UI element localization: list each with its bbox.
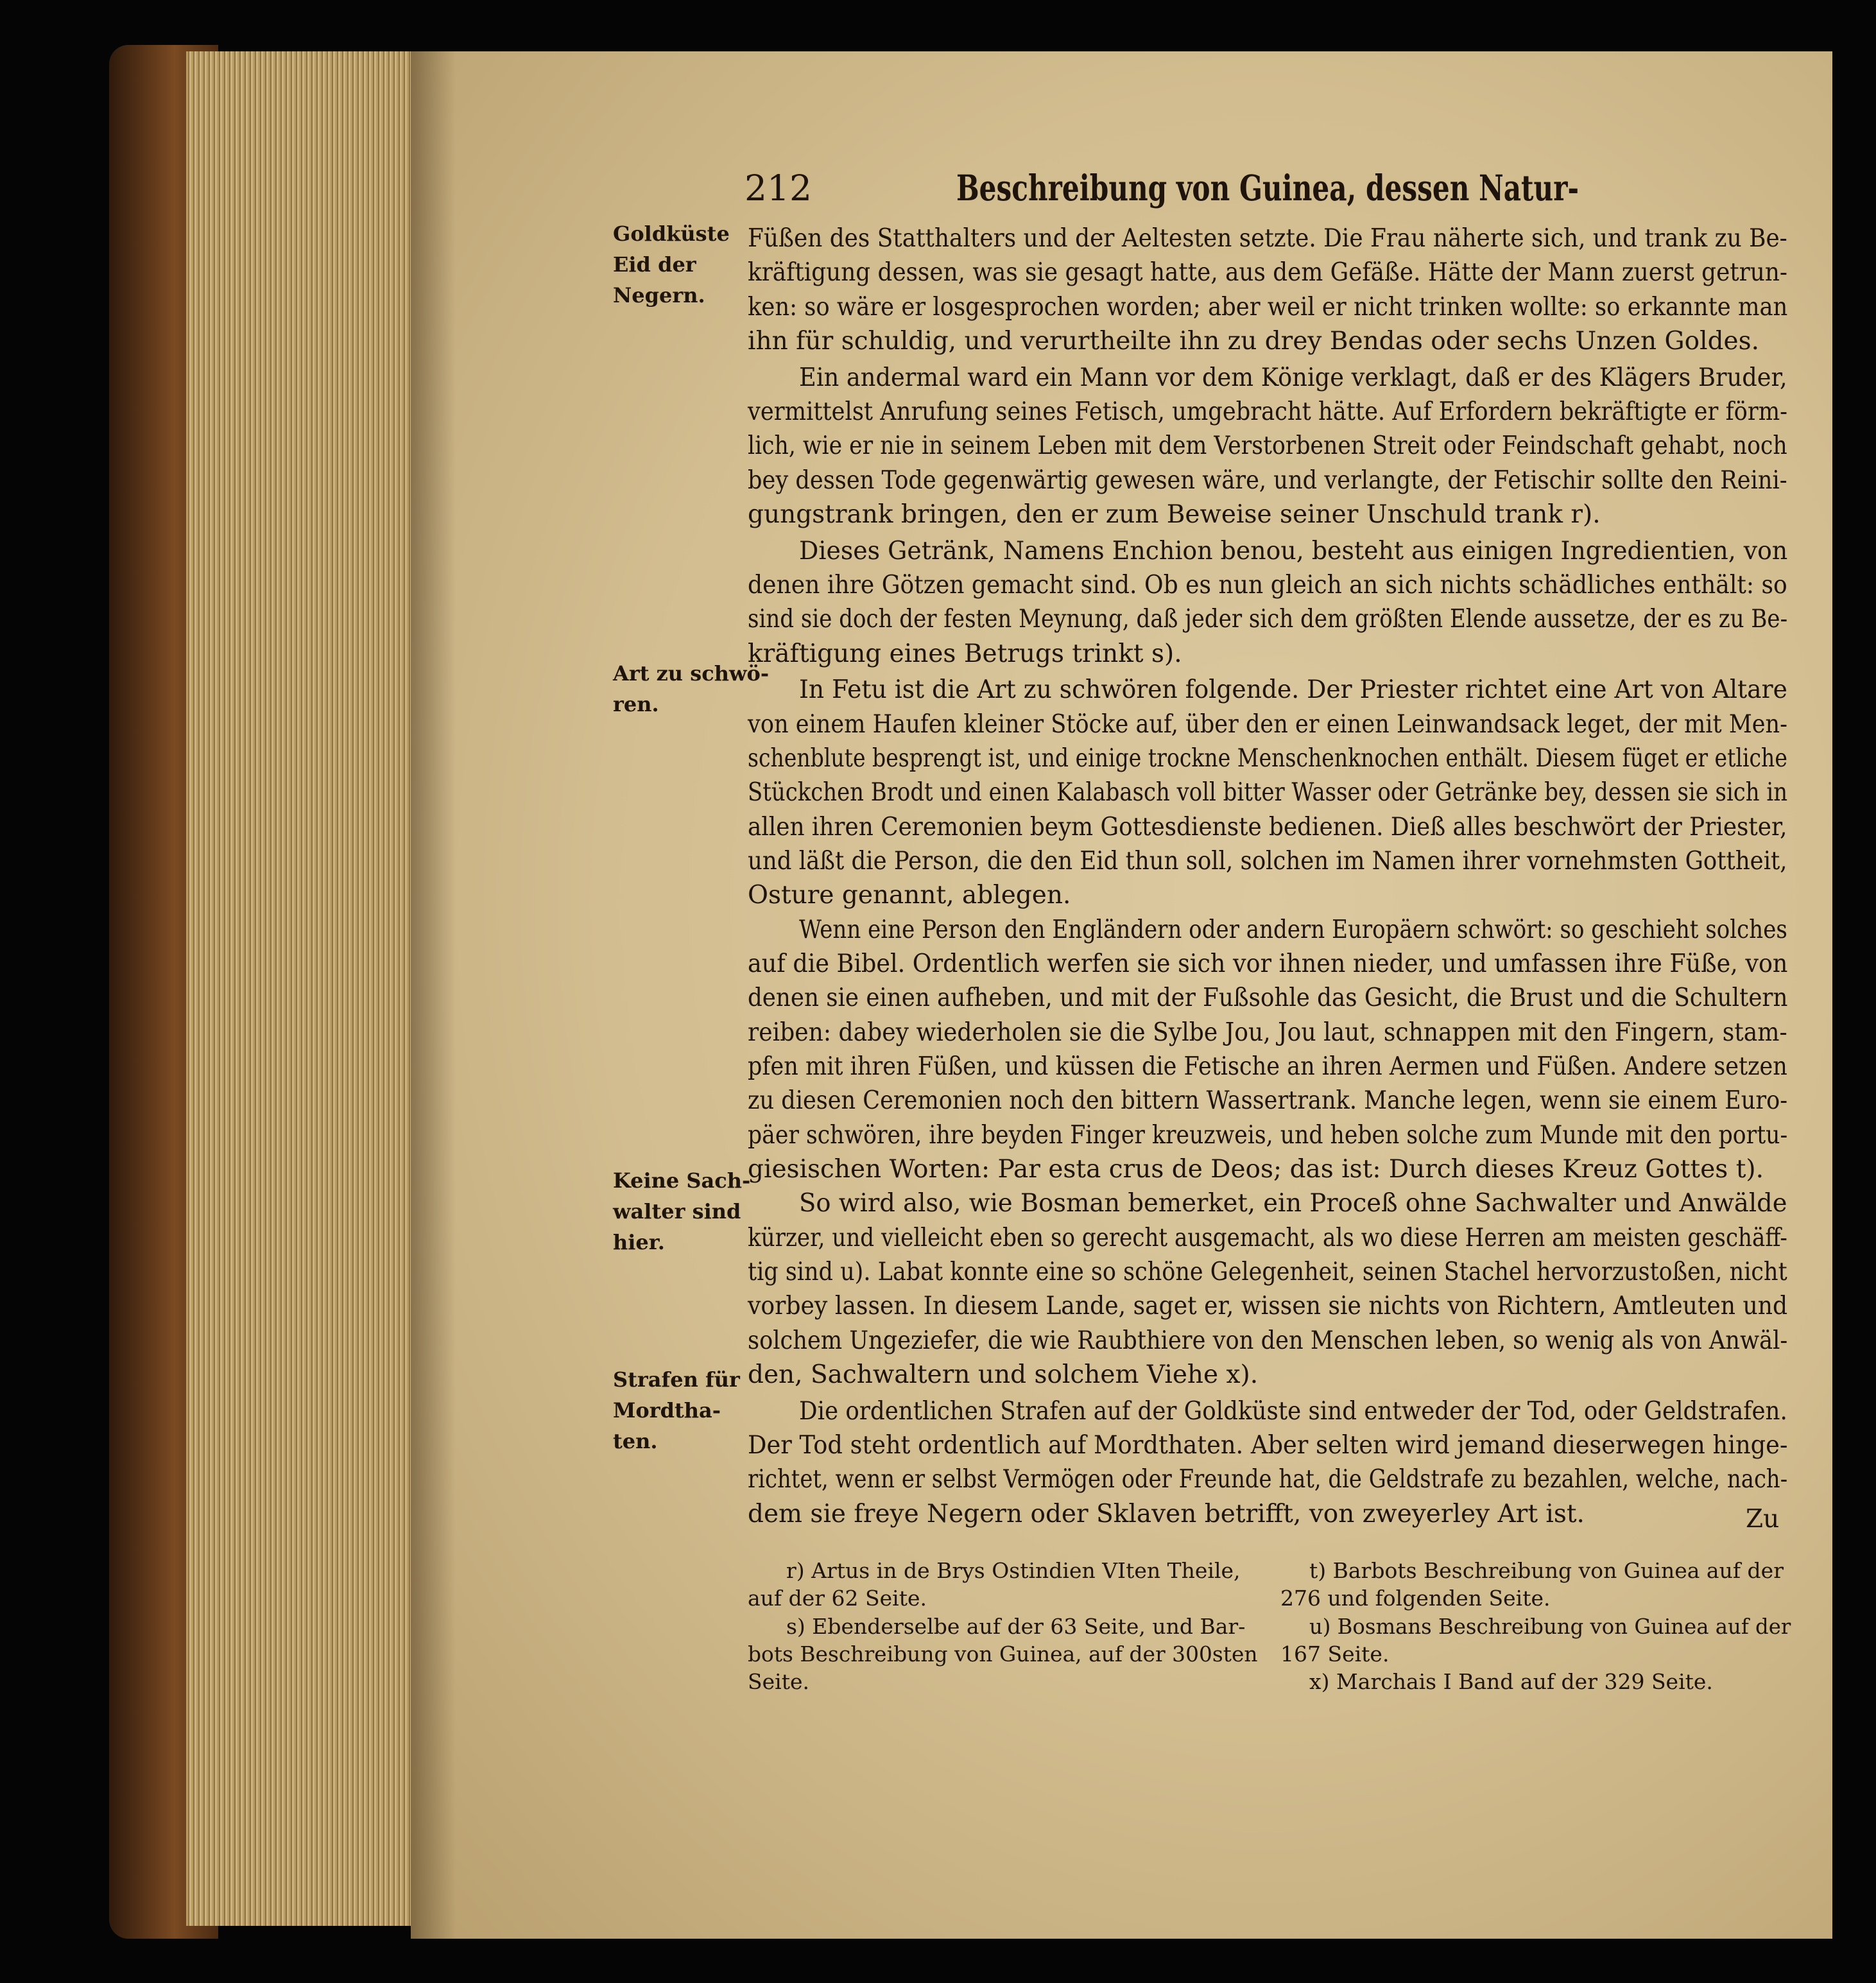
- margin-note-line: Art zu schwö-: [613, 661, 770, 686]
- body-line: So wird also, wie Bosman bemerket, ein Proceß ohne Sachwalter und Anwälde: [799, 1189, 1787, 1218]
- body-line: denen sie einen aufheben, und mit der Fußsohle das Gesicht, die Brust und die Schultern: [748, 983, 1788, 1012]
- body-line: und läßt die Person, die den Eid thun soll, solchen im Namen ihrer vornehmsten Gottheit,: [748, 847, 1787, 876]
- margin-note-line: hier.: [613, 1230, 665, 1254]
- body-line: kürzer, und vielleicht eben so gerecht ausgemacht, als wo diese Herren am meisten geschäff-: [748, 1224, 1787, 1252]
- body-line: Füßen des Statthalters und der Aeltesten setzte. Die Frau näherte sich, und trank zu Be-: [748, 224, 1787, 253]
- page-number: 212: [744, 168, 812, 209]
- body-line: In Fetu ist die Art zu schwören folgende. Der Priester richtet eine Art von Altare: [799, 675, 1787, 704]
- margin-note-line: Strafen für: [613, 1367, 740, 1392]
- footnote-line: 276 und folgenden Seite.: [1280, 1586, 1551, 1611]
- footnote-line: auf der 62 Seite.: [748, 1586, 927, 1611]
- body-line: Dieses Getränk, Namens Enchion benou, besteht aus einigen Ingredientien, von: [799, 537, 1788, 566]
- footnote-line: x) Marchais I Band auf der 329 Seite.: [1309, 1669, 1713, 1694]
- margin-note-line: Goldküste: [613, 221, 730, 246]
- footnote-line: Seite.: [748, 1669, 809, 1694]
- catchword: Zu: [1746, 1505, 1780, 1534]
- margin-note-strafen: [613, 1364, 748, 1457]
- body-line: auf die Bibel. Ordentlich werfen sie sich vor ihnen nieder, und umfassen ihre Füße, von: [748, 949, 1788, 978]
- body-line: päer schwören, ihre beyden Finger kreuzweis, und heben solche zum Munde mit den portu-: [748, 1121, 1788, 1150]
- footnote-line: r) Artus in de Brys Ostindien VIten Theile,: [786, 1558, 1241, 1583]
- body-line: zu diesen Ceremonien noch den bittern Wassertrank. Manche legen, wenn sie einem Euro-: [748, 1086, 1788, 1115]
- running-title: Beschreibung von Guinea, dessen Natur-: [956, 167, 1579, 209]
- body-line: vermittelst Anrufung seines Fetisch, umgebracht hätte. Auf Erfordern bekräftigte er förm-: [748, 397, 1788, 426]
- body-line: Die ordentlichen Strafen auf der Goldküste sind entweder der Tod, oder Geldstrafen.: [799, 1397, 1787, 1426]
- body-line: Stückchen Brodt und einen Kalabasch voll bitter Wasser oder Getränke bey, dessen sie sich in: [748, 778, 1788, 807]
- body-line: gungstrank bringen, den er zum Beweise seiner Unschuld trank r).: [748, 500, 1601, 529]
- body-line: schenblute besprengt ist, und einige trockne Menschenknochen enthält. Diesem füget er etliche: [748, 744, 1787, 773]
- margin-note-line: ren.: [613, 692, 659, 716]
- body-line: vorbey lassen. In diesem Lande, saget er, wissen sie nichts von Richtern, Amtleuten und: [748, 1292, 1788, 1321]
- body-line: richtet, wenn er selbst Vermögen oder Freunde hat, die Geldstrafe zu bezahlen, welche, nach-: [748, 1465, 1788, 1494]
- margin-note-line: Keine Sach-: [613, 1168, 751, 1193]
- body-line: dem sie freye Negern oder Sklaven betrifft, von zweyerley Art ist.: [748, 1500, 1585, 1528]
- margin-note-line: walter sind: [613, 1199, 741, 1224]
- margin-note-line: Eid der: [613, 252, 696, 277]
- margin-note-line: Mordtha-: [613, 1398, 721, 1423]
- body-line: kräftigung dessen, was sie gesagt hatte, aus dem Gefäße. Hätte der Mann zuerst getrun-: [748, 258, 1787, 287]
- body-line: kräftigung eines Betrugs trinkt s).: [748, 639, 1182, 668]
- body-line: Ein andermal ward ein Mann vor dem Könige verklagt, daß er des Klägers Bruder,: [799, 363, 1787, 392]
- footnote-line: u) Bosmans Beschreibung von Guinea auf der: [1309, 1614, 1791, 1639]
- body-line: sind sie doch der festen Meynung, daß jeder sich dem größten Elende aussetze, der es zu Be-: [748, 605, 1788, 634]
- body-line: den, Sachwaltern und solchem Viehe x).: [748, 1360, 1259, 1389]
- page-edges: [186, 51, 413, 1926]
- body-line: lich, wie er nie in seinem Leben mit dem Verstorbenen Streit oder Feindschaft gehabt, noch: [748, 431, 1787, 460]
- body-line: pfen mit ihren Füßen, und küssen die Fetische an ihren Aermen und Füßen. Andere setzen: [748, 1052, 1787, 1081]
- body-line: denen ihre Götzen gemacht sind. Ob es nun gleich an sich nichts schädliches enthält: so: [748, 571, 1787, 600]
- margin-note-keine-sachwalter: [613, 1165, 751, 1258]
- margin-note-goldkueste: [613, 218, 748, 311]
- body-line: tig sind u). Labat konnte eine so schöne Gelegenheit, seinen Stachel hervorzustoßen, nicht: [748, 1258, 1787, 1286]
- body-line: solchem Ungeziefer, die wie Raubthiere von den Menschen leben, so wenig als von Anwäl-: [748, 1326, 1788, 1355]
- body-line: Der Tod steht ordentlich auf Mordthaten. Aber selten wird jemand dieserwegen hinge-: [748, 1431, 1788, 1460]
- footnote-line: 167 Seite.: [1280, 1641, 1390, 1667]
- body-line: reiben: dabey wiederholen sie die Sylbe Jou, Jou laut, schnappen mit den Fingern, stam-: [748, 1018, 1787, 1047]
- footnote-line: s) Ebenderselbe auf der 63 Seite, und Bar-: [786, 1614, 1246, 1639]
- body-line: Osture genannt, ablegen.: [748, 881, 1071, 910]
- margin-note-line: ten.: [613, 1429, 658, 1453]
- body-line: Wenn eine Person den Engländern oder andern Europäern schwört: so geschieht solches: [799, 915, 1787, 944]
- margin-note-line: Negern.: [613, 283, 705, 307]
- body-line: von einem Haufen kleiner Stöcke auf, über den er einen Leinwandsack leget, der mit Men-: [748, 710, 1788, 739]
- body-line: allen ihren Ceremonien beym Gottesdienste bedienen. Dieß alles beschwört der Priester,: [748, 813, 1787, 842]
- body-line: giesischen Worten: Par esta crus de Deos; das ist: Durch dieses Kreuz Gottes t).: [748, 1155, 1764, 1184]
- page-gutter-shadow: [411, 51, 456, 1939]
- body-line: bey dessen Tode gegenwärtig gewesen wäre, und verlangte, der Fetischir sollte den Reini-: [748, 466, 1787, 495]
- footnote-line: bots Beschreibung von Guinea, auf der 300sten: [748, 1641, 1258, 1667]
- margin-note-art-zu-schwoeren: [613, 658, 770, 720]
- body-line: ihn für schuldig, und verurtheilte ihn zu drey Bendas oder sechs Unzen Goldes.: [748, 327, 1760, 356]
- body-line: ken: so wäre er losgesprochen worden; aber weil er nicht trinken wollte: so erkannte man: [748, 293, 1788, 322]
- footnote-line: t) Barbots Beschreibung von Guinea auf der: [1309, 1558, 1784, 1583]
